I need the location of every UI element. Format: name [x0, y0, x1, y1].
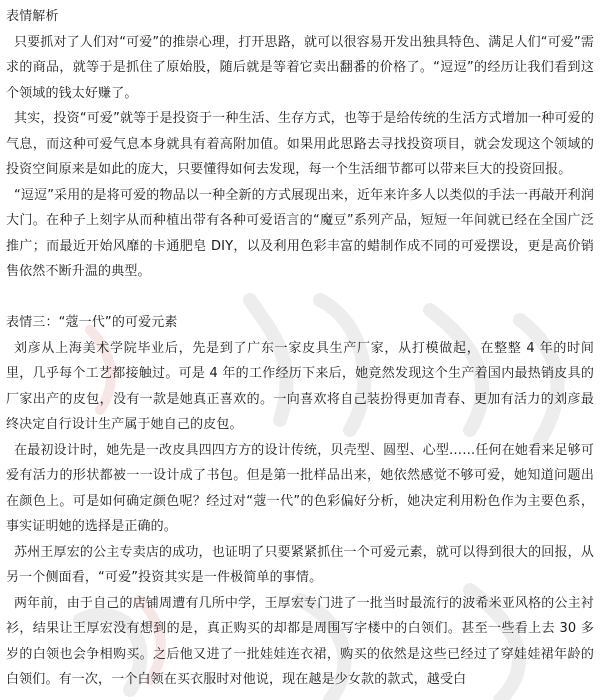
section-spacer	[6, 285, 594, 311]
paragraph: 在最初设计时，她先是一改皮具四四方方的设计传统，贝壳型、圆型、心型……任何在她看来足够可爱有活力的形状都被一一设计成了书包。但是第一批样品出来，她依然感觉不够可爱，她知道问题出在颜色上。可是如何确定颜色呢？经过对“蔻一代”的色彩偏好分析，她决定利用粉色作为主要色系，事实证明她的选择是正确的。	[6, 442, 594, 534]
section-heading: 表情解析	[6, 9, 59, 24]
section-heading: 表情三：“蔻一代”的可爱元素	[6, 315, 178, 330]
paragraph: 只要抓对了人们对“可爱”的推崇心理，打开思路，就可以很容易开发出独具特色、满足人们“可爱”需求的商品，就等于是抓住了原始股，随后就是等着它卖出翻番的价格了。“逗逗”的经历让我们看到这个领域的钱太好赚了。	[6, 34, 594, 101]
paragraph: “逗逗”采用的是将可爱的物品以一种全新的方式展现出来，近年来许多人以类似的手法一再敲开利润大门。在种子上刻字从而种植出带有各种可爱语言的“魔豆”系列产品，短短一年间就已经在全国广泛推广；而最近开始风靡的卡通肥皂 DIY，以及利用色彩丰富的蜡制作成不同的可爱摆设，更是高价销售依然不断升温的典型。	[6, 187, 594, 279]
paragraph: 苏州王厚宏的公主专卖店的成功，也证明了只要紧紧抓住一个可爱元素，就可以得到很大的回报，从另一个侧面看，“可爱”投资其实是一件极简单的事情。	[6, 544, 594, 585]
paragraph: 两年前，由于自己的店铺周遭有几所中学，王厚宏专门进了一批当时最流行的波希米亚风格的公主衬衫，结果让王厚宏没有想到的是，真正购买的却都是周围写字楼中的白领们。甚至一些看上去 30 多岁的白领也会争相购买。之后他又进了一批娃娃连衣裙，购买的依然是这些已经过了穿娃娃裙年龄的白领们。有一次，一个白领在买衣服时对他说，现在越是少女款的款式，越受白	[6, 595, 594, 687]
paragraph: 其实，投资“可爱”就等于是投资于一种生活、生存方式，也等于是给传统的生活方式增加一种可爱的气息，而这种可爱气息本身就具有着高附加值。如果用此思路去寻找投资项目，就会发现这个领域的投资空间原来是如此的庞大，只要懂得如何去发现，每一个生活细节都可以带来巨大的投资回报。	[6, 111, 594, 177]
paragraph: 刘彦从上海美术学院毕业后，先是到了广东一家皮具生产厂家，从打模做起，在整整 4 年的时间里，几乎每个工艺都接触过。可是 4 年的工作经历下来后，她竟然发现这个生产着国内最热销皮具的厂家出产的皮包，没有一款是她真正喜欢的。一向喜欢将自己装扮得更加青春、更加有活力的刘彦最终决定自行设计生产属于她自己的皮包。	[6, 340, 594, 432]
